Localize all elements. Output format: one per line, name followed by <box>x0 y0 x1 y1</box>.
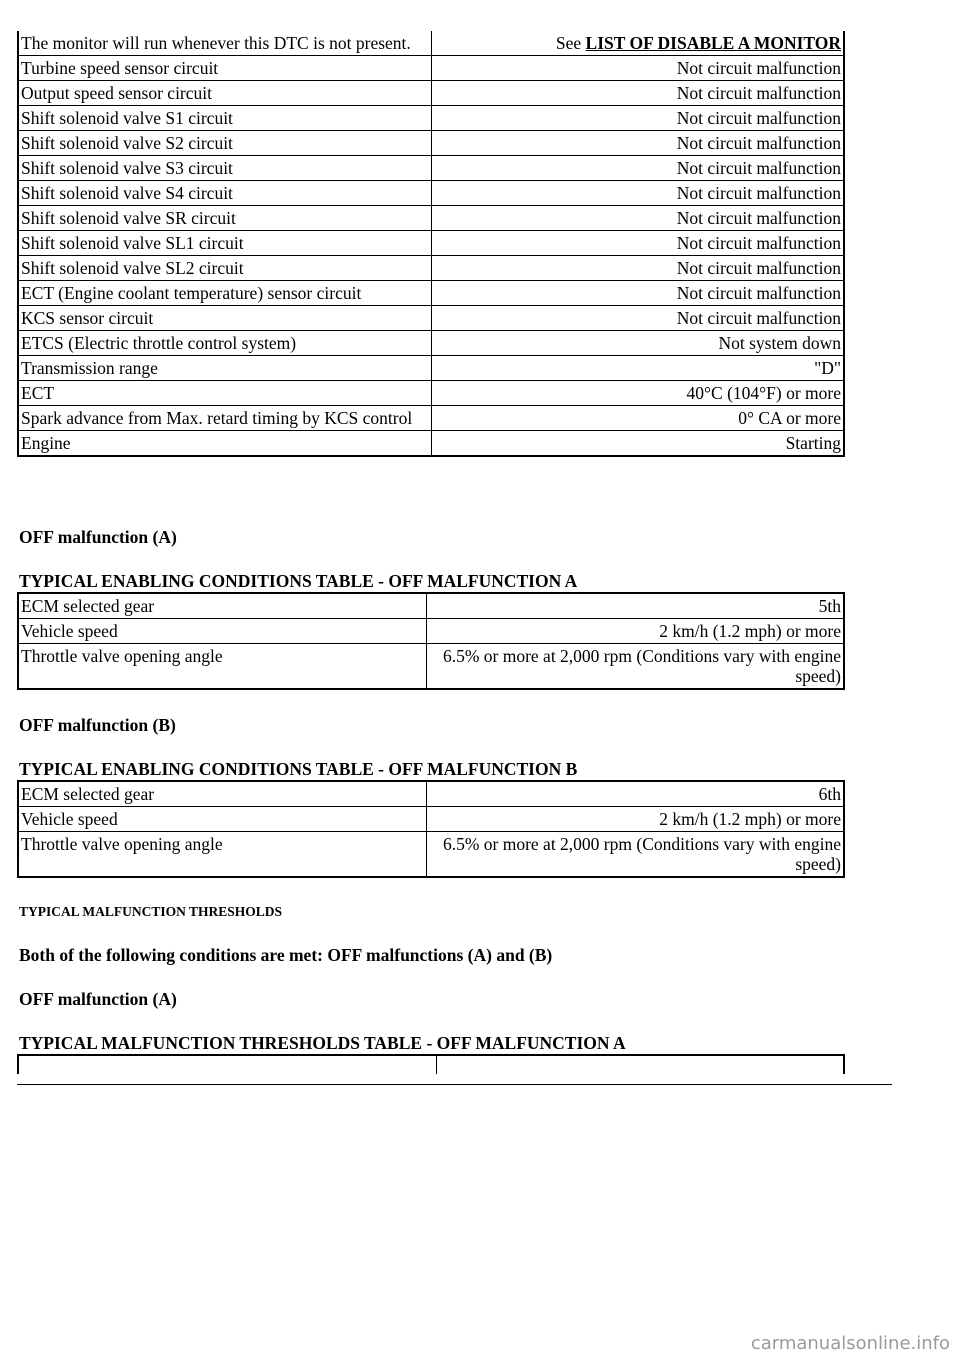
condition-value: Not circuit malfunction <box>431 181 844 206</box>
condition-label: Engine <box>18 431 431 457</box>
table-row <box>18 807 844 832</box>
condition-label: Turbine speed sensor circuit <box>18 56 431 81</box>
condition-value: Not system down <box>431 331 844 356</box>
table-row <box>18 406 844 431</box>
page-divider <box>17 1084 892 1085</box>
table-row <box>18 56 844 81</box>
table-row <box>18 331 844 356</box>
table-row <box>18 1055 844 1074</box>
condition-label: ETCS (Electric throttle control system) <box>18 331 431 356</box>
condition-value: 6.5% or more at 2,000 rpm (Conditions vary with engine speed) <box>427 832 844 878</box>
condition-label: KCS sensor circuit <box>18 306 431 331</box>
table-row <box>18 431 844 457</box>
table-row <box>18 381 844 406</box>
condition-value: Not circuit malfunction <box>431 56 844 81</box>
thresholds-table-a-title: TYPICAL MALFUNCTION THRESHOLDS TABLE - OFF MALFUNCTION A <box>19 1033 626 1053</box>
condition-value: "D" <box>431 356 844 381</box>
condition-label: Vehicle speed <box>18 807 427 832</box>
condition-value: Not circuit malfunction <box>431 256 844 281</box>
condition-label: Throttle valve opening angle <box>18 644 427 690</box>
condition-value-with-link <box>431 31 844 56</box>
condition-label: Shift solenoid valve SL2 circuit <box>18 256 431 281</box>
enabling-conditions-table-a <box>17 592 845 690</box>
condition-value: Not circuit malfunction <box>431 281 844 306</box>
table-row <box>18 256 844 281</box>
thresholds-condition: Both of the following conditions are met: OFF malfunctions (A) and (B) <box>19 945 553 965</box>
table-row <box>18 281 844 306</box>
condition-value: Starting <box>431 431 844 457</box>
enabling-table-a-title: TYPICAL ENABLING CONDITIONS TABLE - OFF MALFUNCTION A <box>19 571 578 591</box>
table-row <box>18 619 844 644</box>
disable-monitor-table <box>17 31 845 457</box>
condition-value: 40°C (104°F) or more <box>431 381 844 406</box>
condition-value: Not circuit malfunction <box>431 306 844 331</box>
table-row <box>18 206 844 231</box>
condition-label: ECM selected gear <box>18 781 427 807</box>
condition-label: Spark advance from Max. retard timing by KCS control <box>18 406 431 431</box>
table-row <box>18 356 844 381</box>
malfunction-thresholds-heading: TYPICAL MALFUNCTION THRESHOLDS <box>19 904 283 919</box>
thresholds-table-a <box>17 1054 845 1074</box>
condition-label: Transmission range <box>18 356 431 381</box>
table-row <box>18 81 844 106</box>
table-cell-empty <box>437 1055 844 1074</box>
link-prefix: See <box>555 33 586 53</box>
thresholds-off-malfunction-a-heading: OFF malfunction (A) <box>19 989 177 1009</box>
condition-value: Not circuit malfunction <box>431 106 844 131</box>
enabling-table-b-title: TYPICAL ENABLING CONDITIONS TABLE - OFF MALFUNCTION B <box>19 759 578 779</box>
condition-label: ECT (Engine coolant temperature) sensor circuit <box>18 281 431 306</box>
condition-label: ECT <box>18 381 431 406</box>
table-row <box>18 181 844 206</box>
condition-label: Shift solenoid valve S3 circuit <box>18 156 431 181</box>
off-malfunction-a-heading: OFF malfunction (A) <box>19 527 177 547</box>
condition-value: 2 km/h (1.2 mph) or more <box>427 619 844 644</box>
enabling-conditions-table-b <box>17 780 845 878</box>
table-row <box>18 106 844 131</box>
condition-value: 5th <box>427 593 844 619</box>
condition-label: Shift solenoid valve S4 circuit <box>18 181 431 206</box>
table-row <box>18 593 844 619</box>
table-cell-empty <box>18 1055 437 1074</box>
condition-value: Not circuit malfunction <box>431 231 844 256</box>
condition-label: Shift solenoid valve SR circuit <box>18 206 431 231</box>
condition-label: Output speed sensor circuit <box>18 81 431 106</box>
off-malfunction-b-heading: OFF malfunction (B) <box>19 715 176 735</box>
condition-value: 2 km/h (1.2 mph) or more <box>427 807 844 832</box>
condition-label: Throttle valve opening angle <box>18 832 427 878</box>
condition-value: Not circuit malfunction <box>431 206 844 231</box>
condition-label: Shift solenoid valve S2 circuit <box>18 131 431 156</box>
table-row <box>18 31 844 56</box>
table-row <box>18 644 844 690</box>
condition-label: Shift solenoid valve S1 circuit <box>18 106 431 131</box>
watermark: carmanualsonline.info <box>750 1333 950 1354</box>
condition-label: Vehicle speed <box>18 619 427 644</box>
condition-value: Not circuit malfunction <box>431 81 844 106</box>
condition-value: 0° CA or more <box>431 406 844 431</box>
condition-label: Shift solenoid valve SL1 circuit <box>18 231 431 256</box>
condition-value: 6th <box>427 781 844 807</box>
table-row <box>18 231 844 256</box>
condition-label: The monitor will run whenever this DTC is not present. <box>18 31 431 56</box>
condition-value: 6.5% or more at 2,000 rpm (Conditions vary with engine speed) <box>427 644 844 690</box>
table-row <box>18 131 844 156</box>
table-row <box>18 156 844 181</box>
disable-monitor-list-link[interactable]: LIST OF DISABLE A MONITOR <box>585 33 841 53</box>
table-row <box>18 306 844 331</box>
table-row <box>18 832 844 878</box>
condition-value: Not circuit malfunction <box>431 156 844 181</box>
condition-label: ECM selected gear <box>18 593 427 619</box>
table-row <box>18 781 844 807</box>
condition-value: Not circuit malfunction <box>431 131 844 156</box>
